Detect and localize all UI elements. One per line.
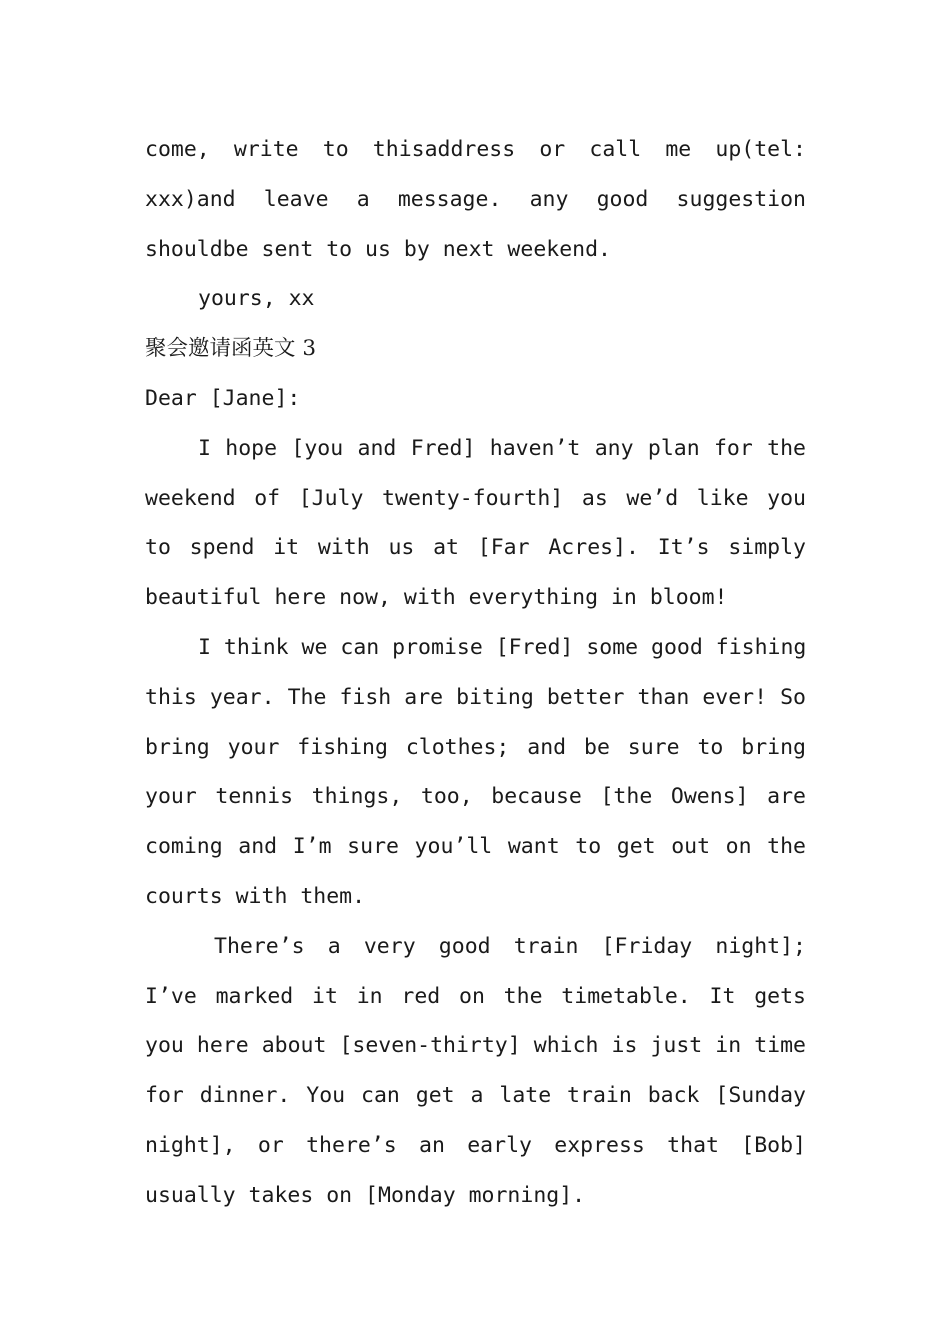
body-text-line: for dinner. You can get a late train back [Sunday (145, 1083, 806, 1109)
body-text-line: coming and I’m sure you’ll want to get out on the (145, 834, 806, 860)
body-text-line: night], or there’s an early express that [Bob] (145, 1132, 806, 1158)
body-text-line: weekend of [July twenty-fourth] as we’d like you (145, 485, 806, 511)
document-page (145, 125, 806, 1221)
body-text-line: I’ve marked it in red on the timetable. It gets (145, 983, 806, 1009)
body-text-line: courts with them. (145, 883, 366, 909)
body-text-line: come, write to thisaddress or call me up(tel: (145, 137, 806, 162)
section-heading: 聚会邀请函英文 3 (145, 336, 317, 362)
paragraph-first-line: I think we can promise [Fred] some good fishing (198, 634, 806, 660)
body-text-line: you here about [seven-thirty] which is just in time (145, 1033, 806, 1059)
body-text-line: xxx)and leave a message. any good suggestion (145, 186, 806, 212)
body-text-line: beautiful here now, with everything in bloom! (145, 585, 728, 611)
letter-closing: yours, xx (198, 286, 315, 312)
body-text-line: shouldbe sent to us by next weekend. (145, 236, 611, 262)
body-text-line: your tennis things, too, because [the Owens] are (145, 784, 806, 810)
body-text-line: to spend it with us at [Far Acres]. It’s simply (145, 535, 806, 561)
paragraph-first-line: I hope [you and Fred] haven’t any plan for the (198, 435, 806, 461)
paragraph-first-line: There’s a very good train [Friday night]; (214, 933, 806, 959)
body-text-line: this year. The fish are biting better than ever! So (145, 684, 806, 710)
letter-salutation: Dear [Jane]: (145, 385, 301, 411)
body-text-line: usually takes on [Monday morning]. (145, 1182, 586, 1208)
body-text-line: bring your fishing clothes; and be sure to bring (145, 734, 806, 760)
